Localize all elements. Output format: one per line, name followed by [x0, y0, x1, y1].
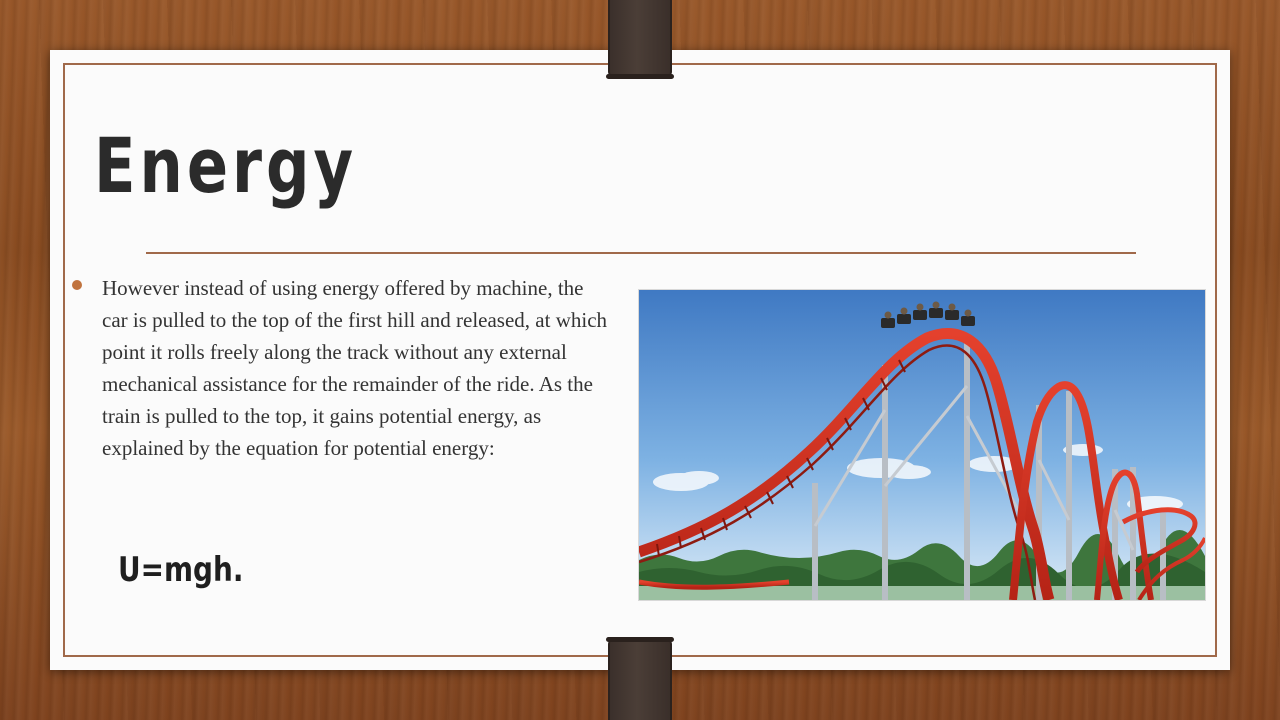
binder-clip-bottom-cap — [606, 637, 674, 642]
roller-coaster-photo — [638, 289, 1206, 601]
bullet-text: However instead of using energy offered by machine, the car is pulled to the top of the first hill and released, at which point it rolls freely along the track without any external mechanical assistance for the remainder of the ride. As the train is pulled to the top, it gains potential energy, as explained by the equation for potential energy: — [102, 276, 608, 460]
roller-coaster-illustration — [639, 290, 1205, 600]
binder-clip-top — [608, 0, 672, 76]
slide-title: Energy — [94, 121, 358, 210]
equation-text: U=mgh. — [118, 550, 244, 590]
title-divider — [146, 252, 1136, 254]
bullet-marker-icon — [72, 280, 82, 290]
binder-clip-top-cap — [606, 74, 674, 79]
bullet-item — [72, 272, 612, 464]
binder-clip-bottom — [608, 640, 672, 720]
